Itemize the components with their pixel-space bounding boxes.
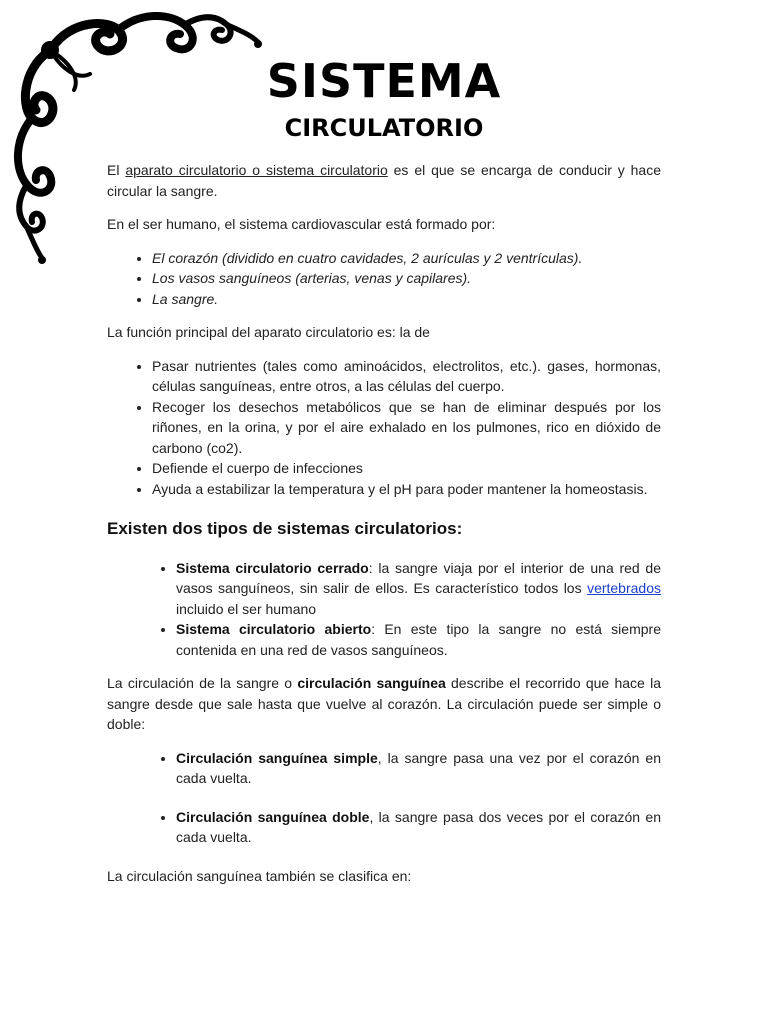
term-circulation: circulación sanguínea — [297, 675, 446, 691]
document-body — [107, 160, 661, 899]
closed-system-text-end: incluido el ser humano — [176, 600, 317, 617]
open-system-text: : En este tipo la sangre no está siempre contenida en una red de vasos sanguíneos. — [176, 621, 661, 658]
intro-paragraph — [107, 160, 661, 201]
list-item — [176, 558, 661, 620]
double-circulation-text: , la sangre pasa dos veces por el corazón en cada vuelta. — [176, 808, 661, 845]
intro-underlined-term: aparato circulatorio o sistema circulatorio — [125, 162, 388, 178]
function-list — [107, 356, 661, 500]
page-title: SISTEMA — [266, 54, 502, 108]
list-item: • Recoger los desechos metabólicos que se han de eliminar después por los riñones, en la orina, y por el aire exhalado en los pulmones, rico en dióxido de carbono (co2). — [152, 397, 661, 459]
list-item: • El corazón (dividido en cuatro cavidades, 2 aurículas y 2 ventrículas). — [152, 248, 661, 269]
vertebrados-link[interactable]: vertebrados — [587, 580, 661, 596]
list-item — [176, 619, 661, 660]
intro-text-start: El — [107, 162, 126, 178]
list-item: • Ayuda a estabilizar la temperatura y el pH para poder mantener la homeostasis. — [152, 479, 661, 500]
term-open-system: Sistema circulatorio abierto — [176, 621, 372, 637]
term-closed-system: Sistema circulatorio cerrado — [176, 559, 369, 576]
circulation-text-end: describe el recorrido que hace la sangre desde que sale hasta que vuelve al corazón. La circulación puede ser simple o doble: — [107, 675, 661, 732]
term-simple-circulation: Circulación sanguínea simple — [176, 749, 378, 766]
list-item — [176, 748, 661, 789]
intro-text-end: es el que se encarga de conducir y hace circular la sangre. — [107, 162, 661, 199]
closed-system-text: : la sangre viaja por el interior de una red de vasos sanguíneos, sin salir de ellos. Es característico todos los — [176, 559, 662, 596]
list-item: • Pasar nutrientes (tales como aminoácidos, electrolitos, etc.). gases, hormonas, células sanguíneas, entre otros, a las células del cuerpo. — [152, 356, 661, 397]
system-types-list — [107, 558, 661, 661]
circulation-paragraph — [107, 673, 661, 735]
list-item: • La sangre. — [152, 289, 661, 310]
simple-circulation-text: , la sangre pasa una vez por el corazón en cada vuelta. — [176, 749, 661, 786]
page-subtitle: CIRCULATORIO — [284, 114, 484, 142]
circulation-types-list — [107, 748, 661, 848]
composition-list — [107, 248, 661, 310]
term-double-circulation: Circulación sanguínea doble — [176, 808, 370, 825]
classification-paragraph: La circulación sanguínea también se clasifica en: — [107, 867, 412, 884]
list-item — [176, 807, 661, 848]
function-paragraph: La función principal del aparato circulatorio es: la de — [107, 324, 430, 340]
list-item: • Defiende el cuerpo de infecciones — [152, 458, 661, 479]
circulation-text-start: La circulación de la sangre o — [107, 675, 298, 691]
section-heading: Existen dos tipos de sistemas circulatorios: — [107, 519, 463, 538]
composition-paragraph: En el ser humano, el sistema cardiovascular está formado por: — [107, 216, 496, 232]
list-item: • Los vasos sanguíneos (arterias, venas y capilares). — [152, 268, 661, 289]
